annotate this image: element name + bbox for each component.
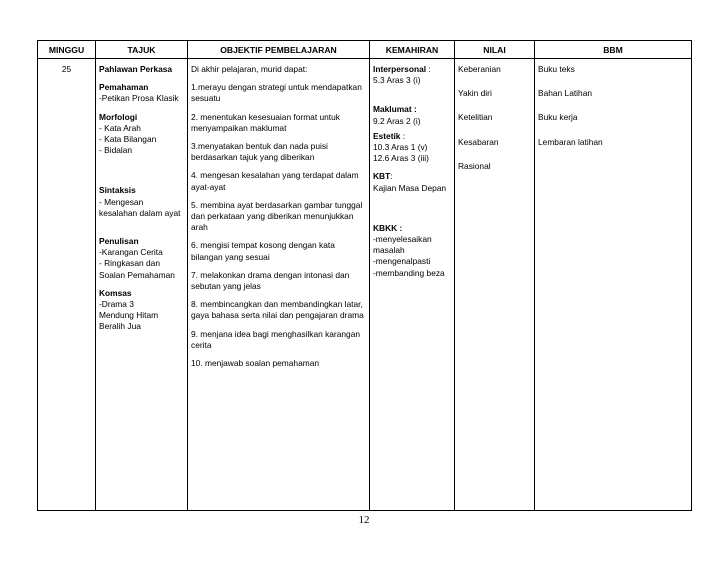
- tajuk-penulisan-item: -Karangan Cerita: [99, 247, 163, 258]
- header-bbm: BBM: [535, 41, 692, 59]
- kemahiran-estetik: [373, 131, 451, 142]
- tajuk-komsas-title: Komsas: [99, 287, 132, 298]
- cell-tajuk: [96, 59, 188, 511]
- tajuk-pemahaman-sub: -Petikan Prosa Klasik: [99, 93, 179, 104]
- kemahiran-interpersonal-title: Interpersonal: [373, 64, 427, 74]
- kemahiran-kbkk-item: -mengenalpasti: [373, 256, 431, 267]
- objektif-item: 7. melakonkan drama dengan intonasi dan: [191, 269, 350, 280]
- cell-bbm: [535, 59, 692, 511]
- header-tajuk: TAJUK: [96, 41, 188, 59]
- cell-nilai: [455, 59, 535, 511]
- bbm-item: Bahan Latihan: [538, 88, 593, 99]
- nilai-item: Yakin diri: [458, 88, 492, 99]
- bbm-item: Buku teks: [538, 64, 575, 74]
- header-minggu: MINGGU: [38, 41, 96, 59]
- objektif-item: arah: [191, 222, 208, 233]
- tajuk-penulisan-title: Penulisan: [99, 236, 139, 247]
- cell-kemahiran: [370, 59, 455, 511]
- kemahiran-interpersonal-value: 5.3 Aras 3 (i): [373, 75, 421, 86]
- kemahiran-interpersonal-colon: :: [426, 64, 431, 74]
- kemahiran-estetik-colon: :: [400, 130, 406, 141]
- kemahiran-kbkk-item: -membanding beza: [373, 267, 445, 278]
- kemahiran-estetik-value: 10.3 Aras 1 (v): [373, 142, 428, 153]
- kemahiran-maklumat-title: Maklumat :: [373, 104, 417, 115]
- tajuk-morfologi-item: - Kata Bilangan: [99, 134, 157, 145]
- tajuk-morfologi-item: - Bidalan: [99, 145, 133, 156]
- objektif-item: 4. mengesan kesalahan yang terdapat dalam: [191, 170, 359, 181]
- objektif-intro: Di akhir pelajaran, murid dapat:: [191, 64, 308, 74]
- objektif-item: 10. menjawab soalan pemahaman: [191, 358, 320, 369]
- objektif-item: cerita: [191, 339, 212, 350]
- tajuk-penulisan-item: Soalan Pemahaman: [99, 269, 175, 280]
- objektif-item: 9. menjana idea bagi menghasilkan karangan: [191, 328, 361, 339]
- bbm-item: Buku kerja: [538, 112, 578, 123]
- lesson-plan-table: [37, 40, 692, 511]
- tajuk-sintaksis-item: kesalahan dalam ayat: [99, 207, 181, 218]
- table-row: [38, 59, 692, 511]
- nilai-item: Ketelitian: [458, 112, 493, 123]
- objektif-item: sesuatu: [191, 93, 221, 104]
- tajuk-sintaksis-title: Sintaksis: [99, 185, 136, 196]
- kemahiran-kbkk-title: KBKK :: [373, 222, 403, 233]
- objektif-item: sebutan yang jelas: [191, 281, 261, 292]
- kemahiran-kbkk-item: masalah: [373, 245, 405, 256]
- cell-minggu: [38, 59, 96, 511]
- tajuk-komsas-item: -Drama 3: [99, 299, 134, 310]
- kemahiran-kbkk-item: -menyelesaikan: [373, 234, 432, 245]
- objektif-item: 2. menentukan kesesuaian format untuk: [191, 111, 340, 122]
- kemahiran-maklumat-value: 9.2 Aras 2 (i): [373, 115, 421, 126]
- objektif-item: gaya bahasa serta nilai dan pengajaran drama: [191, 310, 364, 321]
- tajuk-morfologi-item: - Kata Arah: [99, 122, 141, 133]
- nilai-item: Keberanian: [458, 64, 501, 74]
- cell-objektif: [188, 59, 370, 511]
- tajuk-penulisan-item: - Ringkasan dan: [99, 258, 160, 269]
- kemahiran-interpersonal: [373, 64, 451, 75]
- tajuk-morfologi-title: Morfologi: [99, 111, 138, 122]
- objektif-item: berdasarkan tajuk yang diberikan: [191, 152, 315, 163]
- objektif-item: 3.menyatakan bentuk dan nada puisi: [191, 141, 328, 152]
- tajuk-main-title: Pahlawan Perkasa: [99, 64, 173, 74]
- bbm-item: Lembaran latihan: [538, 136, 603, 147]
- kemahiran-kbt-value: Kajian Masa Depan: [373, 182, 447, 193]
- objektif-item: 8. membincangkan dan membandingkan latar,: [191, 299, 363, 310]
- tajuk-komsas-item: Beralih Jua: [99, 321, 141, 332]
- objektif-item: 5. membina ayat berdasarkan gambar tunggal: [191, 199, 363, 210]
- tajuk-sintaksis-item: - Mengesan: [99, 196, 144, 207]
- kemahiran-estetik-title: Estetik: [373, 130, 401, 141]
- header-objektif: OBJEKTIF PEMBELAJARAN: [188, 41, 370, 59]
- table-header-row: [38, 41, 692, 59]
- nilai-item: Rasional: [458, 160, 491, 171]
- header-kemahiran: KEMAHIRAN: [370, 41, 455, 59]
- kemahiran-estetik-value: 12.6 Aras 3 (iii): [373, 153, 429, 164]
- page-number: 12: [358, 514, 370, 526]
- objektif-item: ayat-ayat: [191, 181, 226, 192]
- kemahiran-kbt-colon: :: [390, 171, 393, 182]
- objektif-item: menyampaikan maklumat: [191, 122, 287, 133]
- header-nilai: NILAI: [455, 41, 535, 59]
- kemahiran-kbt: [373, 171, 451, 182]
- tajuk-komsas-item: Mendung Hitam: [99, 310, 159, 321]
- objektif-item: bilangan yang sesuai: [191, 251, 270, 262]
- objektif-item: 6. mengisi tempat kosong dengan kata: [191, 240, 335, 251]
- kemahiran-kbt-title: KBT: [373, 171, 391, 182]
- tajuk-pemahaman-title: Pemahaman: [99, 82, 149, 93]
- objektif-item: dan perkataan yang diberikan menunjukkan: [191, 211, 354, 222]
- week-number: 25: [61, 64, 72, 74]
- nilai-item: Kesabaran: [458, 136, 499, 147]
- objektif-item: 1.merayu dengan strategi untuk mendapatkan: [191, 82, 362, 93]
